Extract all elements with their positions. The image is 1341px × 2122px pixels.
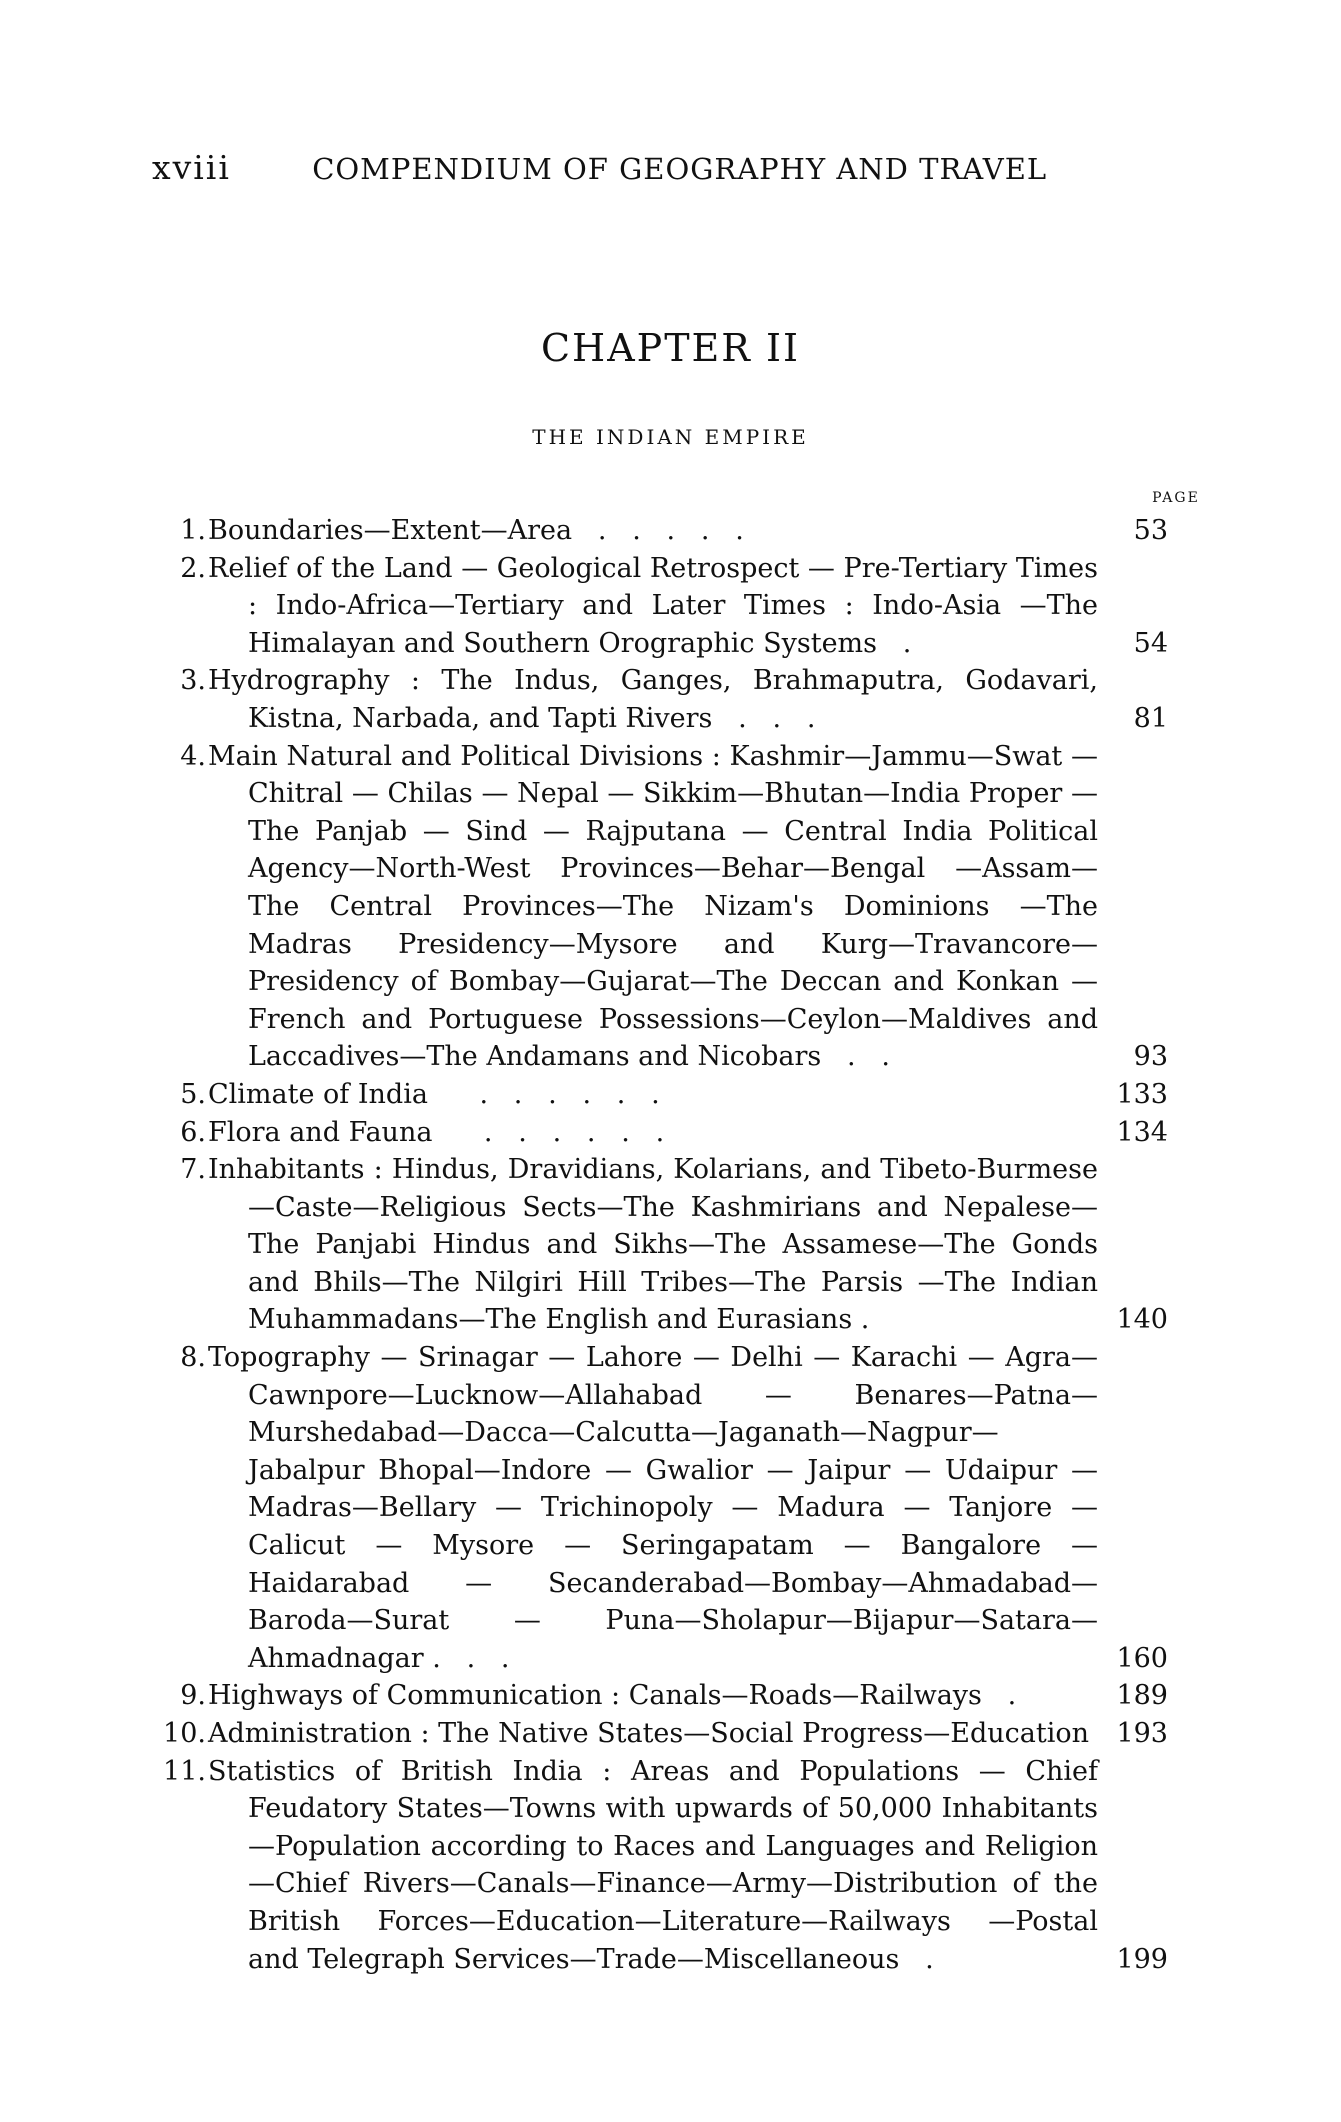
toc-entry-number: 6.: [180, 1116, 206, 1148]
toc-entry-leader: .: [877, 627, 912, 659]
toc-entry-number: 9.: [180, 1680, 206, 1712]
toc-entry-page: 53: [1133, 515, 1168, 546]
toc-entry-page: 93: [1133, 1041, 1168, 1073]
toc-entry: [148, 1339, 1168, 1677]
toc-entry-number: 1.: [180, 515, 206, 546]
toc-entry-page: 140: [1116, 1304, 1168, 1336]
toc-entry-text: Boundaries—Extent—Area: [208, 515, 573, 546]
toc-entry-number: 10.: [163, 1718, 206, 1749]
toc-entry: [148, 1114, 1168, 1152]
toc-entry: [148, 1677, 1168, 1715]
toc-entry: [148, 1151, 1168, 1339]
toc-entry-number: 8.: [180, 1342, 206, 1374]
toc-entry-page: 189: [1116, 1680, 1168, 1712]
toc-entry-leader: . . .: [712, 702, 816, 734]
toc-entry-leader: . .: [821, 1041, 890, 1073]
page-folio: xviii: [152, 148, 231, 187]
toc-entry-page: 160: [1116, 1642, 1168, 1674]
toc-entry: [148, 1715, 1168, 1753]
toc-entry-leader: .: [981, 1680, 1017, 1712]
toc-entry-number: 11.: [163, 1755, 206, 1787]
toc-entry-text: Highways of Communication : Canals—Roads—Railways: [208, 1680, 982, 1712]
toc-entry-text: Flora and Fauna: [208, 1116, 433, 1148]
page-column-label: PAGE: [1152, 490, 1200, 506]
toc-entry: [148, 1753, 1168, 1979]
toc-entry-text: Climate of India: [208, 1078, 428, 1110]
toc-entry-number: 4.: [180, 740, 206, 772]
toc-entry-text: Relief of the Land — Geological Retrospect — Pre-Tertiary Times : Indo-Africa—Tertiary and Later Times : Indo-Asia —The Himalayan and Southern Orographic Systems: [208, 552, 1098, 659]
toc-entry: [148, 662, 1168, 737]
toc-entry-text: Hydrography : The Indus, Ganges, Brahmaputra, Godavari, Kistna, Narbada, and Tapti Rivers: [208, 665, 1098, 734]
toc-entry: [148, 512, 1168, 550]
toc-entry-text: Main Natural and Political Divisions : Kashmir—Jammu—Swat — Chitral — Chilas — Nepal — Sikkim—Bhutan—India Proper — The Panjab — Sind — Rajputana — Central India Political Agency—North-West Provinces—Behar—Bengal —Assam—The Central Provinces—The Nizam's Dominions —The Madras Presidency—Mysore and Kurg—Travancore—Presidency of Bombay—Gujarat—The Deccan and Konkan —French and Portuguese Possessions—Ceylon—Maldives and Laccadives—The Andamans and Nicobars: [208, 740, 1098, 1073]
toc-entry-number: 7.: [180, 1154, 206, 1186]
toc-entry-leader: . . . . .: [572, 515, 744, 546]
toc-entry-text: Administration : The Native States—Social Progress—Education: [208, 1718, 1090, 1749]
toc-entry: [148, 550, 1168, 663]
toc-entry-leader: . . .: [423, 1642, 510, 1674]
toc-entry-page: 133: [1116, 1078, 1168, 1110]
toc-entry-number: 3.: [180, 665, 206, 697]
toc-entry-number: 2.: [180, 552, 206, 584]
toc-entry-leader: . . . . . .: [427, 1078, 660, 1110]
toc-entry-leader: .: [899, 1943, 934, 1975]
running-head: [152, 148, 1152, 187]
toc-entry-leader: .: [852, 1304, 870, 1336]
toc-entry-text: Topography — Srinagar — Lahore — Delhi — Karachi — Agra—Cawnpore—Lucknow—Allahabad — Benares—Patna—Murshedabad—Dacca—Calcutta—Jaganath—Nagpur—Jabalpur Bhopal—Indore — Gwalior — Jaipur — Udaipur — Madras—Bellary — Trichinopoly — Madura — Tanjore — Calicut — Mysore — Seringapatam — Bangalore — Haidarabad — Secanderabad—Bombay—Ahmadabad—Baroda—Surat — Puna—Sholapur—Bijapur—Satara—Ahmadnagar: [208, 1342, 1098, 1674]
toc-entry-page: 193: [1116, 1718, 1168, 1749]
toc-entry-page: 134: [1116, 1116, 1168, 1148]
toc-entry-text: Inhabitants : Hindus, Dravidians, Kolarians, and Tibeto-Burmese—Caste—Religious Sects—The Kashmirians and Nepalese—The Panjabi Hindus and Sikhs—The Assamese—The Gonds and Bhils—The Nilgiri Hill Tribes—The Parsis —The Indian Muhammadans—The English and Eurasians: [208, 1154, 1098, 1336]
toc-entry: [148, 738, 1168, 1076]
toc-entry-page: 199: [1116, 1943, 1168, 1975]
toc-entry-page: 54: [1133, 627, 1168, 659]
toc-entry-leader: . . . . . .: [432, 1116, 665, 1148]
toc-entry: [148, 1076, 1168, 1114]
table-of-contents: [148, 512, 1168, 1978]
chapter-subtitle: THE INDIAN EMPIRE: [532, 425, 809, 449]
toc-entry-page: 81: [1133, 702, 1168, 734]
toc-entry-text: Statistics of British India : Areas and Populations — Chief Feudatory States—Towns with upwards of 50,000 Inhabitants—Population according to Races and Languages and Religion—Chief Rivers—Canals—Finance—Army—Distribution of the British Forces—Education—Literature—Railways —Postal and Telegraph Services—Trade—Miscellaneous: [208, 1755, 1098, 1975]
chapter-title: CHAPTER II: [540, 326, 801, 370]
toc-entry-number: 5.: [180, 1078, 206, 1110]
running-title: COMPENDIUM OF GEOGRAPHY AND TRAVEL: [312, 152, 1048, 186]
